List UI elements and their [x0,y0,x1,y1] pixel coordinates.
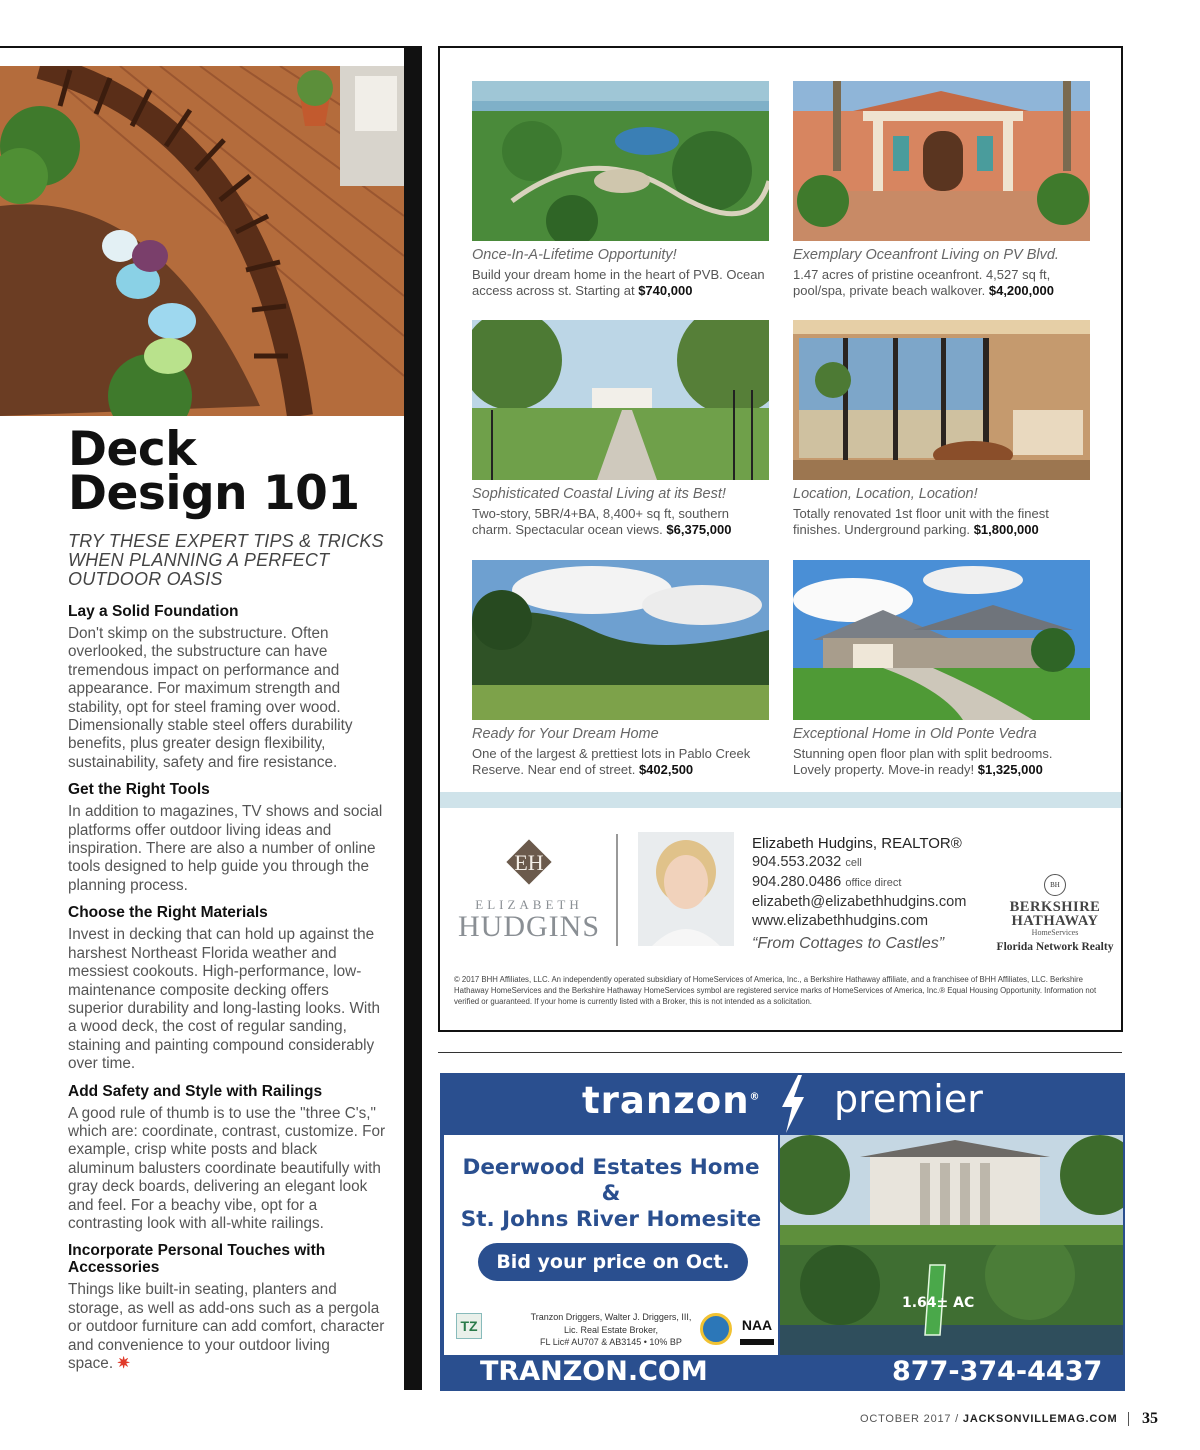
agent-portrait [638,832,734,946]
florida-seal-icon [700,1313,732,1345]
section-heading: Add Safety and Style with Railings [68,1082,323,1100]
eh-logo-last-name: HUDGINS [458,910,600,943]
agent-info-area [440,808,1121,1018]
broker-line2: Lic. Real Estate Broker, [563,1324,659,1335]
acreage-label: 1.64± AC [902,1295,975,1311]
listing-desc-text: Totally renovated 1st floor unit with the finest finishes. Underground parking. [793,506,1049,537]
top-rule [0,46,404,48]
section-heading: Get the Right Tools [68,781,210,799]
deck-photo [0,66,404,416]
listing-desc [472,746,769,778]
bh-line3: HomeServices [1031,928,1079,937]
listing-photo [793,81,1090,241]
listing-price: $740,000 [638,283,693,298]
section-heading: Choose the Right Materials [68,904,268,922]
agent-office-label: office direct [845,877,902,889]
section-heading: Incorporate Personal Touches with Accessories [68,1242,326,1277]
logo-divider [616,834,618,946]
column-divider-bar [404,46,422,1390]
eh-logo-first-name: ELIZABETH [475,897,583,912]
listing-desc-text: Stunning open floor plan with split bedrooms. Lovely property. Move-in ready! [793,746,1053,777]
auction-info-panel [444,1135,778,1355]
listing-card[interactable] [472,560,769,778]
section-materials [68,904,386,1073]
end-star-icon: ✷ [117,1355,130,1372]
listing-desc-text: Build your dream home in the heart of PVB. Ocean access across st. Starting at [472,267,765,298]
listing-title: Exemplary Oceanfront Living on PV Blvd. [793,247,1059,263]
section-body: A good rule of thumb is to use the "three C's," which are: coordinate, contrast, customize. For example, crisp white posts and black aluminum balusters coordinate beautifully with gray deck boards, delivering an elegant look and feel. For a beachy vibe, opt for a contrasting look with all-white railings. [68,1104,386,1232]
listing-desc [472,267,769,299]
broker-info [526,1311,696,1349]
bid-date-button[interactable]: Bid your price on Oct. 26! [478,1243,748,1281]
elizabeth-hudgins-logo [454,838,604,941]
agent-email[interactable]: elizabeth@elizabethhudgins.com [752,894,967,910]
agent-website[interactable]: www.elizabethhudgins.com [752,913,929,929]
listing-title: Sophisticated Coastal Living at its Best! [472,486,726,502]
listing-photo [472,560,769,720]
listing-desc-text: Two-story, 5BR/4+BA, 8,400+ sq ft, southern charm. Spectacular ocean views. [472,506,730,537]
listing-photo [793,320,1090,480]
listing-desc [793,506,1090,538]
tranzon-brand-name: tranzon [582,1079,750,1122]
page-number: 35 [1142,1410,1158,1427]
section-foundation [68,603,386,772]
listing-price: $1,800,000 [973,522,1039,537]
headline-line3: St. Johns River Homesite [460,1207,762,1232]
bh-seal-icon: BH [1044,874,1066,896]
real-estate-ad [438,46,1123,1032]
listing-desc-text: 1.47 acres of pristine oceanfront. 4,527 sq ft, pool/spa, private beach walkover. [793,267,1051,298]
auction-headline [444,1155,778,1233]
agent-tagline: “From Cottages to Castles” [752,935,945,952]
listing-title: Ready for Your Dream Home [472,726,659,742]
agent-cell-number[interactable]: 904.553.2032 [752,854,842,870]
listing-title: Exceptional Home in Old Ponte Vedra [793,726,1037,742]
section-heading: Lay a Solid Foundation [68,603,239,620]
premier-label: premier [834,1077,983,1121]
registered-mark: ® [749,1091,761,1103]
listing-price: $1,325,000 [977,762,1043,777]
estate-photo [780,1135,1123,1245]
listing-price: $6,375,000 [666,522,732,537]
article-subtitle: TRY THESE EXPERT TIPS & TRICKS WHEN PLANNING A PERFECT OUTDOOR OASIS [68,531,384,589]
agent-contact [752,834,1002,953]
naa-logo: NAA [740,1313,774,1345]
eh-monogram-icon [505,838,553,886]
section-body: Don't skimp on the substructure. Often overlooked, the substructure can have tremendous impact on performance and appearance. For maximum strength and stability, opt for steel framing over wood. Dimensionally stable steel offers durability benefits, plus greater design flexibility, sustainability, safety and fire resistance. [68,625,353,771]
berkshire-hathaway-logo [996,874,1114,953]
lightning-bolt-icon [778,1075,808,1133]
listing-title: Location, Location, Location! [793,486,978,502]
svg-text:EH: EH [514,850,544,875]
listing-card[interactable] [472,320,769,538]
agent-band [440,792,1121,808]
section-body-text: Things like built-in seating, planters and storage, as well as add-ons such as a pergola or outdoor furniture can add comfort, character and convenience to your outdoor living space. [68,1281,385,1372]
section-body: In addition to magazines, TV shows and social platforms offer outdoor living ideas and inspiration. There are also a number of online tools designed to help guide you through the planning process. [68,803,383,894]
bh-line2: HATHAWAY [1011,913,1099,929]
tranzon-website[interactable]: TRANZON.COM [480,1356,708,1387]
agent-office[interactable] [752,873,1002,893]
listing-price: $402,500 [638,762,694,777]
listing-desc [472,506,769,538]
bh-line1: BERKSHIRE [1009,899,1101,915]
tz-logo-icon: TZ [456,1313,482,1339]
footer-date: OCTOBER 2017 / [860,1413,960,1425]
listing-card[interactable] [793,560,1090,778]
article-title: Deck Design 101 [68,422,360,521]
section-tools [68,781,386,895]
tranzon-ad[interactable] [440,1073,1125,1391]
listing-photo [472,320,769,480]
listing-photo [793,560,1090,720]
broker-line3: FL Lic# AU707 & AB3145 • 10% BP [540,1337,682,1347]
listing-card[interactable] [472,81,769,299]
footer-divider [1128,1412,1129,1426]
tranzon-brand [582,1079,761,1122]
agent-cell-label: cell [845,857,862,869]
listing-title: Once-In-A-Lifetime Opportunity! [472,247,677,263]
bh-line4: Florida Network Realty [996,941,1114,953]
section-body: Invest in decking that can hold up against the harshest Northeast Florida weather and messiest cookouts. High-performance, low-maintenance composite decking offers superior durability and long-lasting looks. With a wood deck, the cost of regular sanding, staining and painting compound considerably over time. [68,926,381,1073]
agent-cell[interactable] [752,853,1002,873]
agent-name: Elizabeth Hudgins, REALTOR® [752,835,962,852]
article [68,422,386,1373]
broker-line1: Tranzon Driggers, Walter J. Driggers, III, [530,1312,692,1322]
listing-desc [793,746,1090,778]
listing-card[interactable] [793,320,1090,538]
footer-site[interactable]: JACKSONVILLEMAG.COM [962,1413,1118,1425]
section-railings [68,1083,386,1234]
tranzon-phone[interactable]: 877-374-4437 [892,1356,1103,1387]
listing-desc [793,267,1090,299]
page-footer [860,1413,1117,1425]
listing-card[interactable] [793,81,1090,299]
listing-price: $4,200,000 [988,283,1054,298]
headline-line1: Deerwood Estates Home [462,1155,760,1180]
legal-disclaimer: © 2017 BHH Affiliates, LLC. An independently operated subsidiary of HomeServices of America, Inc., a Berkshire Hathaway affiliate, and a franchisee of BHH Affiliates, LLC. Berkshire Hathaway HomeServices and the Berkshire Hathaway HomeServices symbol are registered service marks of HomeServices of America, Inc.® Equal Housing Opportunity. Information not verified or guaranteed. If your home is currently listed with a Broker, this is not intended as a solicitation. [454,975,1097,1006]
listing-photo [472,81,769,241]
headline-line2: & [601,1181,621,1206]
separator-rule [438,1052,1122,1053]
section-body [68,1281,386,1373]
listing-desc-text: One of the largest & prettiest lots in Pablo Creek Reserve. Near end of street. [472,746,751,777]
agent-office-number[interactable]: 904.280.0486 [752,874,842,890]
section-accessories [68,1242,386,1373]
